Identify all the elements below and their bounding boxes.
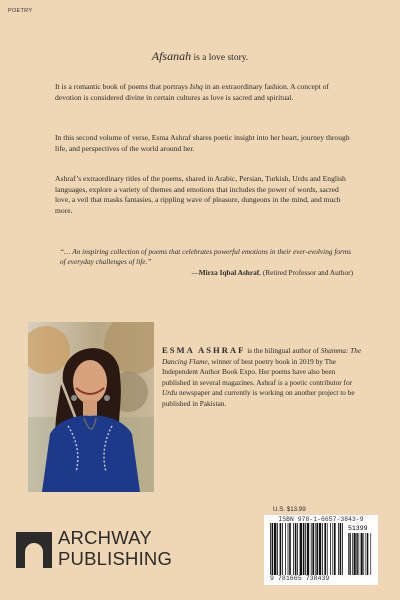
intro-emphasis: Ishq <box>189 82 203 91</box>
price-label: U.S. $13.99 <box>273 506 306 513</box>
intro-paragraph-2: In this second volume of verse, Esma Ashraf shares poetic insight into her heart, journey through life, and perspectives of the world around her. <box>55 133 350 153</box>
publisher-name-sub: PUBLISHING <box>58 548 173 569</box>
intro-text: in an extraordinary fashion. A concept of devotion is considered divine in certain cultures as love is sacred and spiritual. <box>55 82 329 102</box>
intro-paragraph-3: Ashraf’s extraordinary titles of the poems, shared in Arabic, Persian, Turkish, Urdu and English languages, explore a variety of themes and emotions that includes the power of words, sacred love, a veil that masks fantasies, a rippling wave of pleasure, dungeons in the mind, and much more. <box>55 174 346 215</box>
reviewer-role: , (Retired Professor and Author) <box>259 268 353 277</box>
barcode-icon <box>268 523 374 577</box>
author-bio <box>162 345 362 410</box>
review-attribution <box>60 268 353 278</box>
tagline-text: is a love story. <box>191 53 249 63</box>
isbn-text: ISBN 978-1-6657-3843-9 <box>278 516 364 523</box>
publisher-logo-icon <box>16 528 56 572</box>
previous-book-title: Shamma: The Dancing Flame <box>162 346 362 366</box>
publisher-name: ARCHWAY <box>58 527 152 548</box>
price-code: 51399 <box>348 525 368 532</box>
tagline <box>0 49 400 64</box>
review-quote: “… An inspiring collection of poems that celebrates powerful emotions in their ever-evolving forms of everyday challenges of life.” <box>60 247 351 267</box>
author-photo <box>28 322 154 492</box>
bio-text: , winner of best poetry book in 2019 by The Independent Author Book Expo. Her poems have also been published in several magazines. Ashraf is a poetic contributor for <box>162 356 353 387</box>
book-title: Afsanah <box>151 49 192 63</box>
intro-paragraph-1 <box>55 82 351 103</box>
reviewer-name: Mirza Iqbal Ashraf <box>198 268 260 277</box>
bio-text: is the bilingual author of <box>245 346 321 355</box>
author-name: ESMA ASHRAF <box>162 345 246 355</box>
intro-text: It is a romantic book of poems that portrays <box>55 82 190 91</box>
bio-text: newspaper and currently is working on another project to be published in Pakistan. <box>162 388 355 408</box>
newspaper-name: Urdu <box>162 388 178 398</box>
attribution-dash: — <box>191 268 199 277</box>
genre-label: POETRY <box>8 8 33 14</box>
isbn-digits: 9 781665 738439 <box>270 575 330 582</box>
